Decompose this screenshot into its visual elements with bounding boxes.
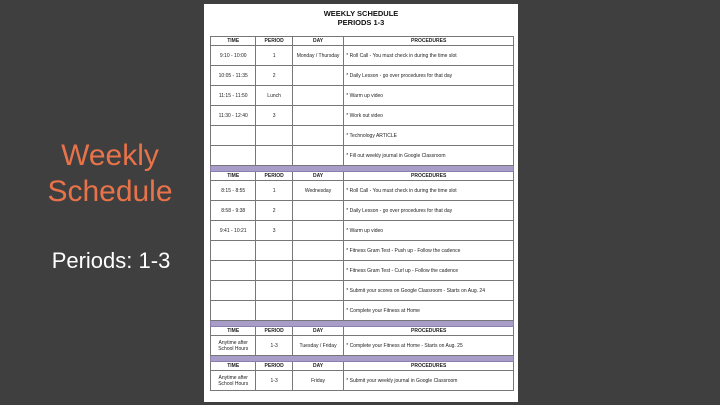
table-row — [211, 181, 514, 201]
cell-period: 3 — [256, 106, 292, 126]
table-row — [211, 126, 514, 146]
cell-time: 8:15 - 8:55 — [211, 181, 256, 201]
cell-proc: * Daily Lesson - go over procedures for that day — [344, 201, 514, 221]
cell-time: 9:10 - 10:00 — [211, 46, 256, 66]
cell-time: Anytime after School Hours — [211, 336, 256, 356]
cell-proc: * Warm up video — [344, 221, 514, 241]
table-row — [211, 261, 514, 281]
cell-day — [292, 221, 344, 241]
table-header-row — [211, 37, 514, 46]
cell-time — [211, 146, 256, 166]
table-row — [211, 86, 514, 106]
table-row — [211, 146, 514, 166]
table-row — [211, 201, 514, 221]
cell-time: 8:58 - 9:38 — [211, 201, 256, 221]
cell-period — [256, 241, 292, 261]
cell-day — [292, 241, 344, 261]
cell-day — [292, 86, 344, 106]
cell-proc: * Roll Call - You must check in during the time slot — [344, 46, 514, 66]
cell-day — [292, 201, 344, 221]
cell-time: 9:41 - 10:21 — [211, 221, 256, 241]
table-row — [211, 371, 514, 391]
document-title-line1: WEEKLY SCHEDULE — [323, 9, 399, 18]
cell-period: 2 — [256, 66, 292, 86]
cell-proc: * Fitness Gram Test - Push up - Follow the cadence — [344, 241, 514, 261]
cell-period: 2 — [256, 201, 292, 221]
cell-period: 1-3 — [256, 336, 292, 356]
cell-day: Wednesday — [292, 181, 344, 201]
slide-title-line2: Schedule — [47, 175, 173, 208]
cell-day — [292, 301, 344, 321]
column-header: TIME — [211, 37, 256, 46]
cell-day: Monday / Thursday — [292, 46, 344, 66]
cell-proc: * Warm up video — [344, 86, 514, 106]
cell-time: Anytime after School Hours — [211, 371, 256, 391]
cell-period — [256, 281, 292, 301]
column-header: TIME — [211, 327, 256, 336]
column-header: TIME — [211, 362, 256, 371]
cell-proc: * Roll Call - You must check in during the time slot — [344, 181, 514, 201]
cell-period: Lunch — [256, 86, 292, 106]
cell-time — [211, 241, 256, 261]
table-row — [211, 46, 514, 66]
column-header: PERIOD — [256, 37, 292, 46]
cell-proc: * Complete your Fitness at Home - Starts on Aug. 25 — [344, 336, 514, 356]
cell-proc: * Daily Lesson - go over procedures for that day — [344, 66, 514, 86]
cell-period — [256, 146, 292, 166]
cell-period: 3 — [256, 221, 292, 241]
schedule-table — [210, 36, 514, 391]
cell-proc: * Fill out weekly journal in Google Classroom — [344, 146, 514, 166]
cell-day — [292, 146, 344, 166]
cell-day — [292, 106, 344, 126]
column-header: PROCEDURES — [344, 172, 514, 181]
table-row — [211, 241, 514, 261]
cell-period: 1 — [256, 46, 292, 66]
cell-day: Tuesday / Friday — [292, 336, 344, 356]
column-header: DAY — [292, 172, 344, 181]
table-row — [211, 221, 514, 241]
table-header-row — [211, 327, 514, 336]
column-header: PROCEDURES — [344, 37, 514, 46]
cell-time — [211, 301, 256, 321]
cell-time: 11:30 - 12:40 — [211, 106, 256, 126]
slide-title — [20, 138, 200, 210]
cell-proc: * Technology ARTICLE — [344, 126, 514, 146]
slide-title-line1: Weekly — [61, 139, 159, 172]
column-header: PERIOD — [256, 362, 292, 371]
cell-day — [292, 261, 344, 281]
cell-period: 1-3 — [256, 371, 292, 391]
cell-proc: * Work out video — [344, 106, 514, 126]
table-row — [211, 336, 514, 356]
slide-subtitle: Periods: 1-3 — [51, 248, 171, 273]
cell-proc: * Fitness Gram Test - Curl up - Follow the cadence — [344, 261, 514, 281]
table-row — [211, 106, 514, 126]
column-header: PROCEDURES — [344, 362, 514, 371]
cell-time — [211, 126, 256, 146]
table-header-row — [211, 362, 514, 371]
schedule-document — [204, 4, 518, 402]
cell-day — [292, 281, 344, 301]
document-title — [204, 9, 518, 27]
cell-proc: * Complete your Fitness at Home — [344, 301, 514, 321]
table-header-row — [211, 172, 514, 181]
table-row — [211, 301, 514, 321]
cell-period: 1 — [256, 181, 292, 201]
column-header: DAY — [292, 327, 344, 336]
column-header: PROCEDURES — [344, 327, 514, 336]
cell-time — [211, 281, 256, 301]
cell-period — [256, 301, 292, 321]
cell-day — [292, 66, 344, 86]
column-header: DAY — [292, 37, 344, 46]
column-header: PERIOD — [256, 327, 292, 336]
cell-time: 11:15 - 11:50 — [211, 86, 256, 106]
cell-proc: * Submit your weekly journal in Google Classroom — [344, 371, 514, 391]
cell-period — [256, 126, 292, 146]
cell-day — [292, 126, 344, 146]
schedule-table-body — [211, 37, 514, 391]
column-header: PERIOD — [256, 172, 292, 181]
cell-proc: * Submit your scores on Google Classroom - Starts on Aug. 24 — [344, 281, 514, 301]
document-title-line2: PERIODS 1-3 — [337, 18, 385, 27]
column-header: DAY — [292, 362, 344, 371]
table-row — [211, 281, 514, 301]
cell-time: 10:05 - 11:35 — [211, 66, 256, 86]
table-row — [211, 66, 514, 86]
cell-day: Friday — [292, 371, 344, 391]
column-header: TIME — [211, 172, 256, 181]
cell-time — [211, 261, 256, 281]
cell-period — [256, 261, 292, 281]
